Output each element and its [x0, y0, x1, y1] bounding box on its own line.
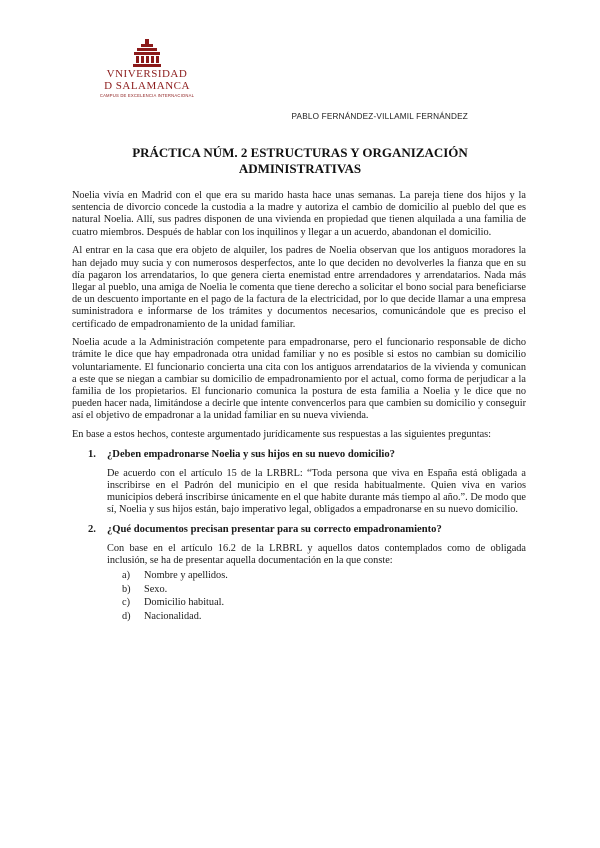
list-item-letter: c) — [122, 597, 130, 609]
page-title — [60, 145, 540, 177]
question-text: ¿Qué documentos precisan presentar para su correcto empadronamiento? — [107, 524, 442, 536]
list-item-letter: a) — [122, 569, 130, 581]
list-item — [122, 596, 526, 610]
list-item — [122, 610, 526, 624]
list-item-text: Nombre y apellidos. — [144, 569, 228, 581]
title-line-2: ADMINISTRATIVAS — [238, 161, 362, 176]
title-line-1: PRÁCTICA NÚM. 2 ESTRUCTURAS Y ORGANIZACIÓN — [132, 145, 468, 160]
university-seal-icon — [130, 38, 164, 68]
university-logo — [92, 38, 202, 98]
list-item-text: Nacionalidad. — [144, 610, 202, 622]
author-name: PABLO FERNÁNDEZ-VILLAMIL FERNÁNDEZ — [291, 112, 468, 121]
logo-subline: CAMPUS DE EXCELENCIA INTERNACIONAL — [99, 93, 195, 98]
list-item-letter: d) — [122, 610, 131, 622]
question-text: ¿Deben empadronarse Noelia y sus hijos en su nuevo domicilio? — [107, 449, 395, 461]
question-number: 1. — [88, 449, 96, 461]
question-number: 2. — [88, 524, 96, 536]
paragraph: Al entrar en la casa que era objeto de alquiler, los padres de Noelia observan que los antiguos moradores la han dejado muy sucia y con numerosos desperfectos, ante lo que deciden no devolverles la fianza que en su día pagaron los arrendatarios, lo que genera cierta enemistad entre arrendadores y arrendatarios. Nada más llegar al pueblo, una amiga de Noelia le comenta que tiene derecho a solicitar el bono social para beneficiarse de un descuento importante en el pago de la factura de la electricidad, por lo que decide llamar a una empresa suministradora e informarse de los trámites y documentos necesarios, comunicándole que es preciso el certificado de empadronamiento de la unidad familiar. — [72, 245, 526, 330]
answer-2: Con base en el artículo 16.2 de la LRBRL y aquellos datos contemplados como de obligada inclusión, se ha de presentar aquella documentación en la que conste: — [107, 542, 526, 566]
list-item-letter: b) — [122, 583, 131, 595]
paragraph: Noelia vivía en Madrid con el que era su marido hasta hace unas semanas. La pareja tiene dos hijos y la sentencia de divorcio concede la custodia a la madre y autoriza el cambio de domicilio al pueblo del que es natural Noelia. Allí, sus padres disponen de una vivienda en propiedad que tienen alquilada a una familia de cuatro miembros. Después de hablar con los inquilinos y llegar a un acuerdo, abandonan el domicilio. — [72, 190, 526, 238]
answer-1: De acuerdo con el artículo 15 de la LRBRL: “Toda persona que viva en España está obligada a inscribirse en el Padrón del municipio en el que resida habitualmente. Quien viva en varios municipios deberá inscribirse únicamente en el que habite durante más tiempo al año.”. De modo que sí, Noelia y sus hijos están, bajo imperativo legal, obligados a empadronarse en su nuevo domicilio. — [107, 467, 526, 516]
list-item-text: Domicilio habitual. — [144, 597, 225, 609]
document-body — [72, 190, 526, 623]
logo-line-2: D SALAMANCA — [104, 80, 190, 92]
paragraph: Noelia acude a la Administración competente para empadronarse, pero el funcionario responsable de dicho trámite le dice que hay empadronada otra unidad familiar y no es posible si estos no cambian su domicilio voluntariamente. El funcionario concierta una cita con los antiguos arrendatarios de la vivienda y comunican a este que se niegan a cambiar su domicilio de empadronamiento por el actual, como forma de perjudicar a la familia de los propietarios. El funcionario comunica la postura de esta familia a Noelia y le dice que no pueden hacer nada, limitándose a decirle que intente convencerlos para que cambien su domicilio y conseguir así el objetivo de empadronar a la unidad familiar en su nueva vivienda. — [72, 337, 526, 422]
question-1 — [72, 449, 526, 461]
list-item — [122, 569, 526, 583]
logo-line-1: VNIVERSIDAD — [106, 68, 188, 80]
document-requirements-list — [72, 569, 526, 623]
paragraph: En base a estos hechos, conteste argumentado jurídicamente sus respuestas a las siguientes preguntas: — [72, 429, 492, 441]
list-item — [122, 583, 526, 597]
list-item-text: Sexo. — [144, 583, 168, 595]
question-2 — [72, 524, 526, 536]
